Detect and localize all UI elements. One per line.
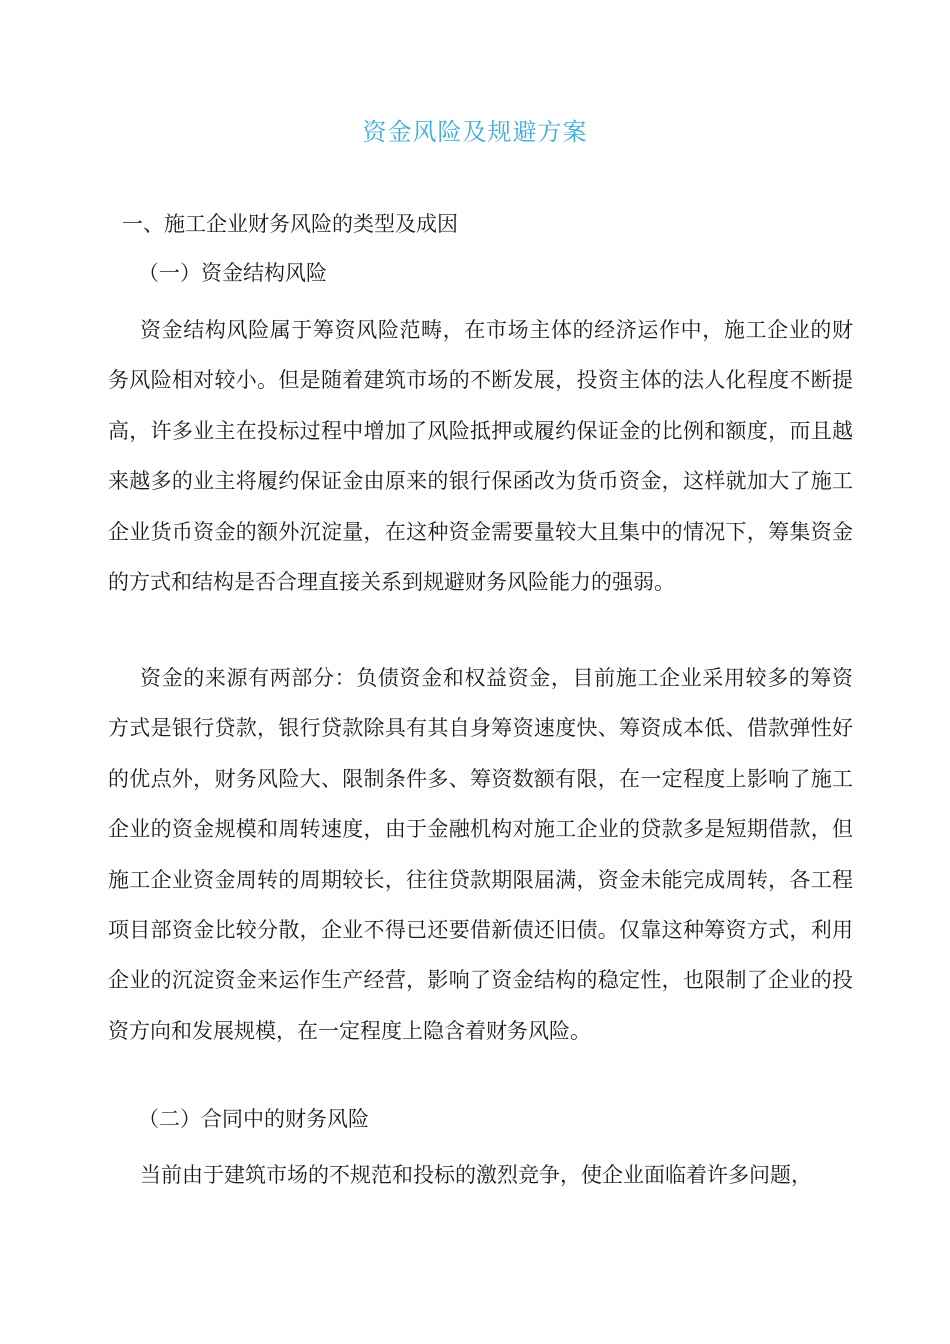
subsection-heading-1: （一）资金结构风险 <box>138 261 327 285</box>
document-title: 资金风险及规避方案 <box>362 118 588 146</box>
paragraph-2: 资金的来源有两部分：负债资金和权益资金，目前施工企业采用较多的筹资方式是银行贷款，银行贷款除具有其自身筹资速度快、筹资成本低、借款弹性好的优点外，财务风险大、限制条件多、筹资数额有限，在一定程度上影响了施工企业的资金规模和周转速度，由于金融机构对施工企业的贷款多是短期借款，但施工企业资金周转的周期较长，往往贷款期限届满，资金未能完成周转，各工程项目部资金比较分散，企业不得已还要借新债还旧债。仅靠这种筹资方式，利用企业的沉淀资金来运作生产经营，影响了资金结构的稳定性，也限制了企业的投资方向和发展规模，在一定程度上隐含着财务风险。 <box>108 666 853 1043</box>
section-heading-1: 一、施工企业财务风险的类型及成因 <box>122 212 458 236</box>
paragraph-1: 资金结构风险属于筹资风险范畴，在市场主体的经济运作中，施工企业的财务风险相对较小。但是随着建筑市场的不断发展，投资主体的法人化程度不断提高，许多业主在投标过程中增加了风险抵押或履约保证金的比例和额度，而且越来越多的业主将履约保证金由原来的银行保函改为货币资金，这样就加大了施工企业货币资金的额外沉淀量，在这种资金需要量较大且集中的情况下，筹集资金的方式和结构是否合理直接关系到规避财务风险能力的强弱。 <box>108 318 853 595</box>
paragraph-3: 当前由于建筑市场的不规范和投标的激烈竞争，使企业面临着许多问题， <box>140 1163 812 1187</box>
subsection-heading-2: （二）合同中的财务风险 <box>138 1107 369 1131</box>
